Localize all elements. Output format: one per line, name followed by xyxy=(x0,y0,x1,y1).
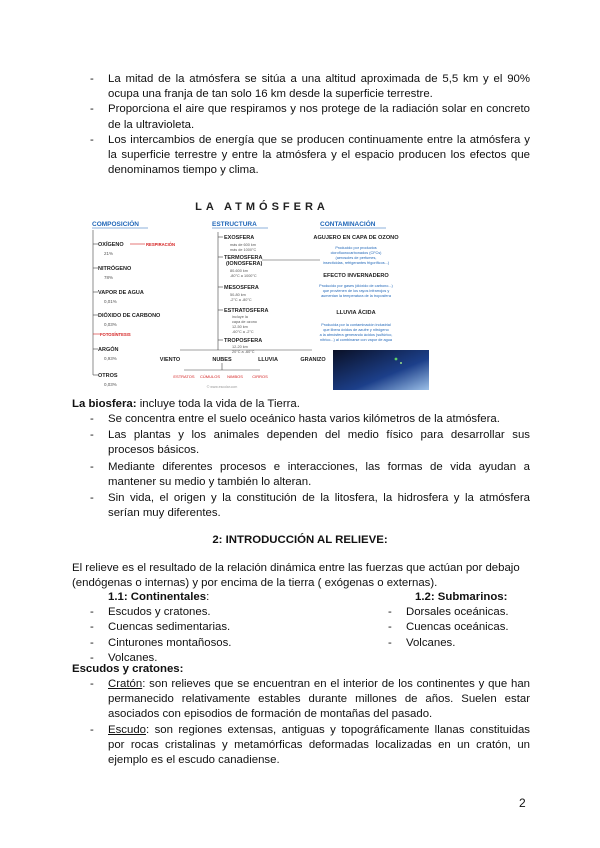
atmosphere-bullet-list xyxy=(90,72,530,178)
escudos-title: Escudos y cratones: xyxy=(72,663,184,675)
page-number: 2 xyxy=(519,796,526,810)
continentales-heading-text: 1.1: Continentales xyxy=(108,591,207,603)
continentales-list xyxy=(90,605,350,666)
list-item: - Sin vida, el origen y la constitución de la litosfera, la hidrosfera y la atmósfera serían muy diferentes. xyxy=(90,491,530,521)
list-item xyxy=(90,723,530,769)
list-item: - Se concentra entre el suelo oceánico hasta varios kilómetros de la atmósfera. xyxy=(90,412,530,427)
gas-name: VAPOR DE AGUA xyxy=(98,290,144,296)
list-item: - Cuencas sedimentarias. xyxy=(90,620,350,635)
layer-detail: más de 600 km xyxy=(230,243,256,247)
layer-detail: 80-600 km xyxy=(230,269,248,273)
ozono-text: Producido por productos xyxy=(335,246,377,250)
invernadero-text: Producido por gases (dióxido de carbono...) xyxy=(319,284,393,288)
continentales-heading xyxy=(90,590,350,605)
lluvia-text: que libera óxidos de azufre y nitrógeno xyxy=(323,328,389,332)
list-item xyxy=(90,677,530,723)
ozono-text: insecticidas, refrigerantes frigoríficos...) xyxy=(322,261,390,265)
list-item: - Volcanes. xyxy=(90,651,350,666)
layer-name: TROPOSFERA xyxy=(224,338,263,344)
layer-detail: más de 1000°C xyxy=(230,248,257,252)
layer-detail: -80°C a 1000°C xyxy=(230,274,257,278)
submarinos-column xyxy=(388,590,538,651)
layer-name: MESOSFERA xyxy=(224,285,259,291)
lluvia-text: a la atmósfera generando ácidos (sulfúrico, xyxy=(319,333,393,337)
nube-label: ESTRATOS xyxy=(173,374,195,379)
gas-name: NITRÓGENO xyxy=(98,266,132,272)
invernadero-text: que provienen de los rayos infrarrojos y xyxy=(322,289,390,293)
layer-detail: 20°C a -60°C xyxy=(232,350,255,354)
gas-value: 78% xyxy=(104,275,114,280)
layer-name: (IONOSFERA) xyxy=(226,261,263,267)
continentales-heading-suffix: : xyxy=(206,591,210,603)
estructura-heading: ESTRUCTURA xyxy=(212,221,257,228)
earth-sky-photo xyxy=(333,350,429,390)
continentales-column xyxy=(90,590,350,666)
atmosphere-diagram-svg xyxy=(90,192,432,390)
list-item: - Las plantas y los animales dependen del medio físico para desarrollar sus procesos básicos. xyxy=(90,428,530,458)
list-item: - Dorsales oceánicas. xyxy=(388,605,538,620)
list-item: - Escudos y cratones. xyxy=(90,605,350,620)
gas-name: ARGÓN xyxy=(98,347,119,353)
gas-value: 21% xyxy=(104,251,114,256)
layer-detail: incluye la xyxy=(232,315,248,319)
meteoro-label: NUBES xyxy=(212,357,232,363)
submarinos-heading: 1.2: Submarinos: xyxy=(415,591,508,603)
term-escudo: Escudo xyxy=(108,723,146,736)
layer-detail: -2°C a -80°C xyxy=(230,298,252,302)
nube-label: CIRROS xyxy=(252,374,268,379)
term-craton: Cratón xyxy=(108,678,143,690)
list-item: - Cinturones montañosos. xyxy=(90,636,350,651)
meteoro-label: VIENTO xyxy=(159,357,181,363)
layer-detail: capa de ozono xyxy=(232,320,257,324)
gas-value: 0,01% xyxy=(104,299,117,304)
list-item: - Proporciona el aire que respiramos y nos protege de la radiación solar en concreto de la ultravioleta. xyxy=(90,102,530,132)
section-heading: 2: INTRODUCCIÓN AL RELIEVE: xyxy=(212,534,388,546)
gas-value: 0,93% xyxy=(104,356,117,361)
layer-detail: 12-20 km xyxy=(232,345,248,349)
lluvia-text: nítrico...) al combinarse con vapor de agua xyxy=(320,338,392,342)
gas-name: DIÓXIDO DE CARBONO xyxy=(98,313,161,319)
gas-value: 0,03% xyxy=(104,382,117,387)
diagram-credit: © www.escolar.com xyxy=(206,385,238,389)
gas-name: OXÍGENO xyxy=(98,242,124,248)
list-item: - Los intercambios de energía que se producen continuamente entre la atmósfera y la superficie terrestre y entre la atmósfera y el espacio producen los efectos que denominamos tiempo y clima. xyxy=(90,133,530,179)
gas-value: 0,03% xyxy=(104,322,117,327)
layer-detail: 50-80 km xyxy=(230,293,246,297)
biosfera-intro xyxy=(72,397,300,412)
layer-name: EXOSFERA xyxy=(224,235,255,241)
biosfera-title-rest: incluye toda la vida de la Tierra. xyxy=(136,398,300,410)
definition-craton: : son relieves que se encuentran en el interior de los continentes y que han permanecido relativamente estables durante millones de años. Suelen estar asociados con episodios de formación de montañas del pasado. xyxy=(108,678,530,721)
nube-label: NIMBOS xyxy=(227,374,243,379)
escudos-list xyxy=(90,677,530,768)
layer-detail: 12-50 km xyxy=(232,325,248,329)
contaminacion-heading: CONTAMINACIÓN xyxy=(320,221,376,228)
list-item: - Volcanes. xyxy=(388,636,538,651)
meteoro-label: LLUVIA xyxy=(258,357,278,363)
composicion-heading: COMPOSICIÓN xyxy=(92,221,139,228)
lluvia-title: LLUVIA ÁCIDA xyxy=(336,310,376,316)
layer-name: TERMOSFERA xyxy=(224,255,263,261)
diagram-title: LA ATMÓSFERA xyxy=(195,201,329,213)
gas-name: OTROS xyxy=(98,373,118,379)
list-item: - Mediante diferentes procesos e interacciones, las formas de vida ayudan a mantener su medio y también lo alteran. xyxy=(90,460,530,490)
definition-escudo: : son regiones extensas, antiguas y topográficamente llanas constituidas por rocas cristalinas y metamórficas deformadas localizadas en un cratón, un ejemplo es el escudo canadiense. xyxy=(108,723,530,767)
layer-detail: -60°C a -2°C xyxy=(232,330,254,334)
respiracion-label: RESPIRACIÓN xyxy=(146,242,176,247)
nube-label: CÚMULOS xyxy=(199,374,221,379)
intro-paragraph: El relieve es el resultado de la relación dinámica entre las fuerzas que actúan por debajo (endógenas o internas) y por encima de la tierra ( exógenas o externas). xyxy=(72,562,520,590)
list-item: - La mitad de la atmósfera se sitúa a una altitud aproximada de 5,5 km y el 90% ocupa una franja de tan solo 16 km desde la superficie terrestre. xyxy=(90,72,530,102)
lluvia-text: Producida por la contaminación industrial xyxy=(321,323,391,327)
meteoro-label: GRANIZO xyxy=(300,357,326,363)
list-item: - Cuencas oceánicas. xyxy=(388,620,538,635)
biosfera-bullet-list xyxy=(90,412,530,522)
layer-name: ESTRATOSFERA xyxy=(224,308,269,314)
invernadero-title: EFECTO INVERNADERO xyxy=(323,273,389,279)
ozono-title: AGUJERO EN CAPA DE OZONO xyxy=(313,235,399,241)
invernadero-text: aumentan la temperatura de la troposfera xyxy=(321,294,391,298)
ozono-text: clorofluorocarbonados (CFCs) xyxy=(330,251,382,255)
ozono-text: (aerosoles de perfumes, xyxy=(335,256,377,260)
atmosphere-diagram xyxy=(90,192,432,390)
submarinos-list xyxy=(388,605,538,651)
fotosintesis-label: FOTOSÍNTESIS xyxy=(100,332,131,337)
biosfera-title: La biosfera: xyxy=(72,398,137,410)
